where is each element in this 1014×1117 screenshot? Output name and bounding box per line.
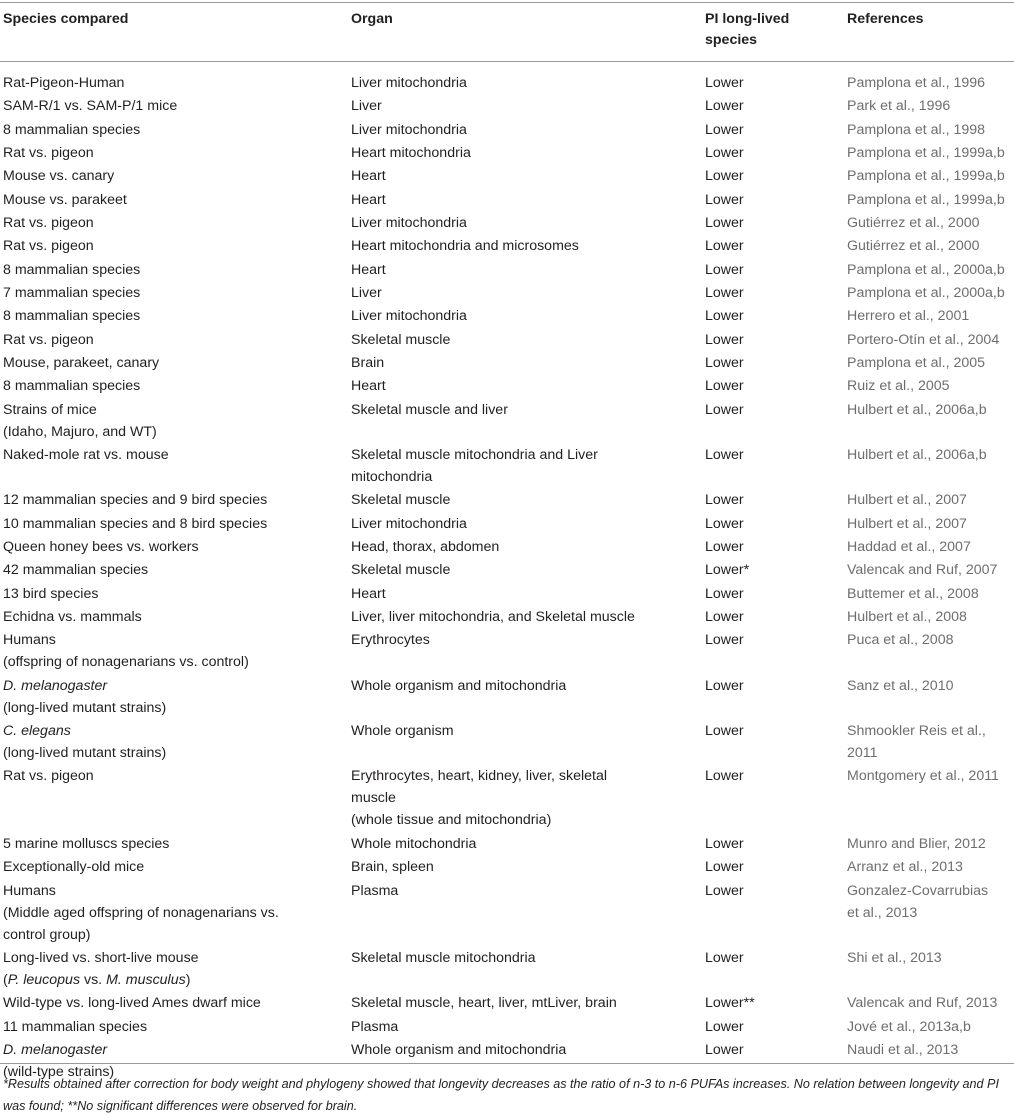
pi-cell	[705, 583, 744, 605]
species-cell	[3, 212, 94, 234]
reference-cell-line: Pamplona et al., 1999a,b	[847, 168, 1005, 185]
species-cell	[3, 352, 159, 374]
reference-cell	[847, 165, 1005, 187]
header-pi-line1: PI long-lived	[705, 11, 790, 27]
organ-cell-line: Skeletal muscle, heart, liver, mtLiver, brain	[351, 995, 617, 1012]
header-pi	[705, 9, 789, 50]
species-cell-line: Humans	[3, 632, 56, 649]
pi-cell-line: Lower	[705, 859, 744, 876]
reference-cell	[847, 513, 967, 535]
reference-cell-line: Hulbert et al., 2007	[847, 492, 967, 509]
pi-cell	[705, 259, 744, 281]
organ-cell	[351, 765, 607, 831]
pi-cell-line: Lower	[705, 331, 744, 348]
species-cell	[3, 329, 94, 351]
pi-cell	[705, 235, 744, 257]
organ-cell-line: muscle	[351, 790, 396, 807]
species-cell-line: 42 mammalian species	[3, 562, 149, 579]
reference-cell-line: Hulbert et al., 2007	[847, 515, 967, 532]
reference-cell	[847, 765, 999, 787]
pi-cell-line: Lower	[705, 1018, 744, 1035]
species-cell-line: Rat vs. pigeon	[3, 145, 94, 161]
species-cell	[3, 375, 140, 397]
species-cell-line: Queen honey bees vs. workers	[3, 539, 199, 555]
pi-cell	[705, 95, 744, 117]
organ-cell	[351, 536, 499, 558]
species-cell-line: (long-lived mutant strains)	[3, 745, 167, 762]
organ-cell	[351, 72, 467, 94]
species-cell-line: Long-lived vs. short-live mouse	[3, 949, 199, 966]
pi-cell-line: Lower	[705, 723, 744, 739]
reference-cell-line: Montgomery et al., 2011	[847, 768, 999, 785]
species-cell-line: SAM-R/1 vs. SAM-P/1 mice	[3, 98, 178, 115]
reference-cell-line: Pamplona et al., 2000a,b	[847, 261, 1005, 278]
pi-cell-line: Lower	[705, 632, 744, 649]
pi-cell	[705, 559, 749, 581]
header-pi-line2: species	[705, 31, 758, 48]
reference-cell	[847, 444, 987, 466]
species-cell	[3, 880, 279, 946]
organ-cell	[351, 583, 386, 605]
reference-cell-line: Jové et al., 2013a,b	[847, 1018, 971, 1035]
pi-cell	[705, 675, 744, 697]
pi-cell-line: Lower	[705, 98, 744, 115]
pi-cell-line: Lower	[705, 121, 744, 138]
organ-cell	[351, 880, 398, 902]
pi-cell	[705, 119, 744, 141]
pi-cell	[705, 489, 744, 511]
bottom-rule	[0, 1063, 1014, 1064]
pi-cell-line: Lower	[705, 75, 744, 91]
reference-cell	[847, 399, 987, 421]
organ-cell-line: Liver mitochondria	[351, 215, 467, 231]
organ-cell-line: Whole organism and mitochondria	[351, 677, 567, 694]
species-cell-line: (Middle aged offspring of nonagenarians vs.	[3, 904, 279, 921]
species-cell-line: D. melanogaster	[3, 1041, 108, 1058]
species-cell-line: control group)	[3, 926, 91, 943]
species-cell-line: (wild-type strains)	[3, 1063, 115, 1080]
species-cell	[3, 399, 157, 443]
reference-cell	[847, 856, 963, 878]
reference-cell-line: Pamplona et al., 2000a,b	[847, 285, 1005, 301]
pi-cell	[705, 856, 744, 878]
species-cell-line: 7 mammalian species	[3, 285, 141, 301]
organ-cell	[351, 329, 450, 351]
organ-cell-line: mitochondria	[351, 469, 433, 486]
species-cell-line: Mouse vs. parakeet	[3, 191, 127, 208]
reference-cell	[847, 235, 980, 257]
species-cell	[3, 282, 140, 304]
pi-cell-line: Lower	[705, 215, 744, 231]
pi-cell	[705, 513, 744, 535]
species-cell-line: Wild-type vs. long-lived Ames dwarf mice	[3, 995, 261, 1012]
reference-cell-line: 2011	[847, 745, 878, 762]
organ-cell-line: Heart	[351, 191, 386, 208]
pi-cell-line: Lower	[705, 447, 744, 463]
reference-cell-line: Hulbert et al., 2006a,b	[847, 447, 987, 463]
organ-cell-line: Liver	[351, 285, 382, 301]
organ-cell	[351, 235, 579, 257]
organ-cell	[351, 444, 598, 488]
species-cell	[3, 675, 166, 719]
reference-cell-line: Puca et al., 2008	[847, 632, 954, 649]
reference-cell-line: Shi et al., 2013	[847, 949, 942, 966]
pi-cell-line: Lower	[705, 355, 744, 371]
organ-cell-line: Plasma	[351, 1018, 399, 1035]
organ-cell	[351, 606, 635, 628]
header-references: References	[847, 11, 924, 27]
species-cell-line: Naked-mole rat vs. mouse	[3, 447, 169, 463]
pi-cell	[705, 399, 744, 421]
organ-cell	[351, 513, 467, 535]
pi-cell	[705, 765, 744, 787]
reference-cell-line: et al., 2013	[847, 904, 918, 921]
species-cell-line: Rat vs. pigeon	[3, 238, 94, 255]
species-cell-line: Rat vs. pigeon	[3, 215, 94, 231]
pi-cell	[705, 606, 744, 628]
organ-cell-line: Liver, liver mitochondria, and Skeletal muscle	[351, 609, 635, 625]
pi-cell-line: Lower	[705, 492, 744, 509]
top-rule	[0, 2, 1014, 3]
species-cell-line: 8 mammalian species	[3, 261, 141, 278]
species-cell-line: C. elegans	[3, 723, 71, 739]
species-cell	[3, 720, 166, 764]
organ-cell	[351, 992, 617, 1014]
organ-cell	[351, 282, 382, 304]
organ-cell-line: Brain	[351, 355, 385, 371]
pi-cell	[705, 880, 744, 902]
organ-cell-line: Heart mitochondria and microsomes	[351, 238, 579, 255]
species-cell-line: 12 mammalian species and 9 bird species	[3, 492, 268, 509]
reference-cell-line: Hulbert et al., 2008	[847, 609, 967, 625]
pi-cell-line: Lower	[705, 145, 744, 161]
reference-cell	[847, 583, 979, 605]
organ-cell-line: Erythrocytes, heart, kidney, liver, skeletal	[351, 768, 608, 785]
species-cell	[3, 95, 177, 117]
reference-cell	[847, 282, 1005, 304]
reference-cell	[847, 992, 997, 1014]
organ-cell	[351, 165, 386, 187]
reference-cell	[847, 629, 953, 651]
species-cell	[3, 1016, 147, 1038]
reference-cell	[847, 833, 986, 855]
pi-cell	[705, 720, 744, 742]
species-cell-line: (long-lived mutant strains)	[3, 699, 167, 716]
organ-cell	[351, 399, 508, 421]
organ-cell	[351, 675, 566, 697]
species-cell	[3, 833, 169, 855]
pi-cell	[705, 992, 755, 1014]
reference-cell	[847, 259, 1005, 281]
table-footnote: *Results obtained after correction for body weight and phylogeny showed that longevity decreases as the ratio of n-3 to n-6 PUFAs increases. No relation between longevity and PI was found; **No significant differences were observed for brain.	[3, 1077, 999, 1113]
species-cell	[3, 189, 127, 211]
species-cell-line: 8 mammalian species	[3, 121, 141, 138]
species-cell-line: Mouse vs. canary	[3, 168, 115, 185]
organ-cell-line: Skeletal muscle	[351, 331, 451, 348]
pi-cell	[705, 189, 744, 211]
organ-cell-line: Heart	[351, 378, 386, 395]
organ-cell	[351, 95, 382, 117]
organ-cell	[351, 352, 384, 374]
species-cell	[3, 235, 94, 257]
pi-cell	[705, 536, 744, 558]
organ-cell	[351, 720, 454, 742]
reference-cell	[847, 305, 969, 327]
pi-cell-line: Lower	[705, 677, 744, 694]
reference-cell-line: Naudi et al., 2013	[847, 1041, 959, 1058]
species-cell	[3, 765, 94, 787]
reference-cell-line: Sanz et al., 2010	[847, 677, 954, 694]
pi-cell-line: Lower	[705, 585, 744, 602]
reference-cell-line: Hulbert et al., 2006a,b	[847, 401, 987, 418]
pi-cell-line: Lower	[705, 1041, 744, 1058]
organ-cell-line: Skeletal muscle	[351, 562, 451, 579]
reference-cell-line: Valencak and Ruf, 2013	[847, 995, 998, 1012]
organ-cell	[351, 489, 450, 511]
reference-cell-line: Gutiérrez et al., 2000	[847, 215, 980, 231]
pi-cell-line: Lower	[705, 378, 744, 395]
pi-cell	[705, 833, 744, 855]
species-cell	[3, 119, 140, 141]
reference-cell	[847, 212, 980, 234]
species-cell-line: 8 mammalian species	[3, 378, 141, 395]
species-cell-line: 13 bird species	[3, 585, 99, 602]
pi-cell-line: Lower	[705, 609, 744, 625]
species-cell-line: 10 mammalian species and 8 bird species	[3, 515, 268, 532]
species-cell	[3, 489, 267, 511]
organ-cell	[351, 629, 430, 651]
species-cell-line: 5 marine molluscs species	[3, 835, 170, 852]
reference-cell-line: Buttemer et al., 2008	[847, 585, 979, 602]
organ-cell-line: Liver mitochondria	[351, 75, 467, 91]
reference-cell	[847, 880, 988, 924]
reference-cell	[847, 559, 997, 581]
reference-cell-line: Pamplona et al., 1998	[847, 121, 986, 138]
species-cell-line: Strains of mice	[3, 401, 97, 418]
organ-cell-line: Liver mitochondria	[351, 308, 467, 325]
species-cell	[3, 444, 169, 466]
organ-cell-line: (whole tissue and mitochondria)	[351, 812, 552, 829]
species-cell	[3, 947, 199, 991]
reference-cell	[847, 675, 953, 697]
organ-cell	[351, 375, 386, 397]
pi-cell-line: Lower	[705, 285, 744, 301]
pi-cell	[705, 282, 744, 304]
organ-cell-line: Heart	[351, 261, 386, 278]
pi-cell	[705, 305, 744, 327]
reference-cell-line: Arranz et al., 2013	[847, 859, 963, 876]
species-cell-line: (offspring of nonagenarians vs. control)	[3, 654, 249, 671]
reference-cell	[847, 1039, 958, 1061]
reference-cell	[847, 142, 1005, 164]
pi-cell	[705, 329, 744, 351]
organ-cell-line: Skeletal muscle mitochondria	[351, 949, 536, 966]
reference-cell	[847, 329, 999, 351]
species-cell	[3, 165, 114, 187]
organ-cell	[351, 1039, 566, 1061]
species-cell-line: D. melanogaster	[3, 677, 108, 694]
reference-cell-line: Portero-Otín et al., 2004	[847, 331, 1000, 348]
organ-cell-line: Skeletal muscle and liver	[351, 401, 508, 418]
organ-cell-line: Head, thorax, abdomen	[351, 539, 500, 555]
pi-cell-line: Lower	[705, 191, 744, 208]
reference-cell-line: Pamplona et al., 1996	[847, 75, 986, 91]
reference-cell	[847, 72, 985, 94]
pi-cell-line: Lower	[705, 168, 744, 185]
reference-cell	[847, 720, 986, 764]
pi-cell-line: Lower	[705, 882, 744, 899]
organ-cell	[351, 833, 476, 855]
pi-cell	[705, 72, 744, 94]
organ-cell	[351, 1016, 398, 1038]
species-cell-line: (P. leucopus vs. M. musculus)	[3, 971, 191, 988]
reference-cell-line: Shmookler Reis et al.,	[847, 723, 986, 739]
reference-cell	[847, 489, 967, 511]
header-species: Species compared	[3, 11, 129, 27]
reference-cell	[847, 1016, 971, 1038]
pi-cell-line: Lower	[705, 949, 744, 966]
species-cell-line: Exceptionally-old mice	[3, 859, 145, 876]
species-cell-line: Rat vs. pigeon	[3, 768, 94, 785]
pi-cell	[705, 1039, 744, 1061]
organ-cell	[351, 142, 471, 164]
reference-cell	[847, 375, 950, 397]
reference-cell	[847, 189, 1005, 211]
organ-cell	[351, 189, 386, 211]
pi-cell	[705, 1016, 744, 1038]
organ-cell-line: Skeletal muscle mitochondria and Liver	[351, 447, 598, 463]
organ-cell	[351, 119, 467, 141]
species-cell	[3, 536, 199, 558]
organ-cell-line: Whole mitochondria	[351, 835, 477, 852]
organ-cell-line: Whole organism and mitochondria	[351, 1041, 567, 1058]
species-cell	[3, 513, 267, 535]
organ-cell	[351, 305, 467, 327]
species-cell-line: Rat-Pigeon-Human	[3, 75, 125, 91]
reference-cell	[847, 119, 985, 141]
reference-cell	[847, 352, 985, 374]
species-cell	[3, 583, 98, 605]
pi-cell	[705, 165, 744, 187]
pi-cell-line: Lower	[705, 539, 744, 555]
reference-cell-line: Park et al., 1996	[847, 98, 951, 115]
pi-cell-line: Lower	[705, 515, 744, 532]
header-organ: Organ	[351, 11, 393, 27]
pi-cell	[705, 352, 744, 374]
species-cell	[3, 72, 124, 94]
header-rule	[0, 61, 1014, 62]
species-cell-line: Rat vs. pigeon	[3, 331, 94, 348]
organ-cell-line: Heart mitochondria	[351, 145, 471, 161]
organ-cell	[351, 947, 536, 969]
species-cell	[3, 629, 249, 673]
reference-cell	[847, 95, 950, 117]
species-cell-line: 8 mammalian species	[3, 308, 141, 325]
pi-cell-line: Lower	[705, 768, 744, 785]
organ-cell-line: Liver mitochondria	[351, 515, 467, 532]
species-cell	[3, 559, 148, 581]
species-cell	[3, 606, 142, 628]
pi-cell	[705, 142, 744, 164]
reference-cell-line: Gutiérrez et al., 2000	[847, 238, 980, 255]
species-cell-line: Mouse, parakeet, canary	[3, 355, 160, 371]
reference-cell-line: Pamplona et al., 1999a,b	[847, 191, 1005, 208]
reference-cell-line: Haddad et al., 2007	[847, 539, 971, 555]
reference-cell-line: Herrero et al., 2001	[847, 308, 970, 325]
reference-cell-line: Pamplona et al., 1999a,b	[847, 145, 1005, 161]
organ-cell-line: Liver mitochondria	[351, 121, 467, 138]
reference-cell-line: Munro and Blier, 2012	[847, 835, 986, 852]
reference-cell	[847, 606, 967, 628]
reference-cell	[847, 536, 971, 558]
pi-cell	[705, 444, 744, 466]
species-cell	[3, 142, 94, 164]
organ-cell-line: Erythrocytes	[351, 632, 430, 649]
organ-cell-line: Whole organism	[351, 723, 454, 739]
species-cell	[3, 856, 144, 878]
pi-cell	[705, 375, 744, 397]
pi-cell-line: Lower	[705, 261, 744, 278]
organ-cell-line: Liver	[351, 98, 382, 115]
species-cell-line: Echidna vs. mammals	[3, 609, 142, 625]
pi-cell	[705, 629, 744, 651]
pi-cell-line: Lower	[705, 238, 744, 255]
pi-cell	[705, 947, 744, 969]
pi-cell	[705, 212, 744, 234]
species-cell	[3, 992, 261, 1014]
reference-cell-line: Pamplona et al., 2005	[847, 355, 986, 371]
pi-cell-line: Lower	[705, 835, 744, 852]
pi-cell-line: Lower**	[705, 995, 755, 1012]
organ-cell-line: Heart	[351, 168, 386, 185]
species-cell-line: (Idaho, Majuro, and WT)	[3, 423, 157, 440]
species-cell-line: 11 mammalian species	[3, 1018, 148, 1035]
organ-cell	[351, 212, 467, 234]
pi-cell-line: Lower	[705, 308, 744, 325]
reference-cell-line: Ruiz et al., 2005	[847, 378, 950, 395]
organ-cell-line: Brain, spleen	[351, 859, 434, 876]
organ-cell-line: Heart	[351, 585, 386, 602]
organ-cell	[351, 259, 386, 281]
pi-cell-line: Lower*	[705, 562, 750, 579]
species-cell-line: Humans	[3, 882, 56, 899]
pi-cell-line: Lower	[705, 401, 744, 418]
reference-cell	[847, 947, 942, 969]
organ-cell	[351, 856, 434, 878]
organ-cell	[351, 559, 450, 581]
organ-cell-line: Plasma	[351, 882, 399, 899]
organ-cell-line: Skeletal muscle	[351, 492, 451, 509]
species-cell	[3, 259, 140, 281]
reference-cell-line: Gonzalez-Covarrubias	[847, 882, 989, 899]
species-cell	[3, 305, 140, 327]
reference-cell-line: Valencak and Ruf, 2007	[847, 562, 998, 579]
